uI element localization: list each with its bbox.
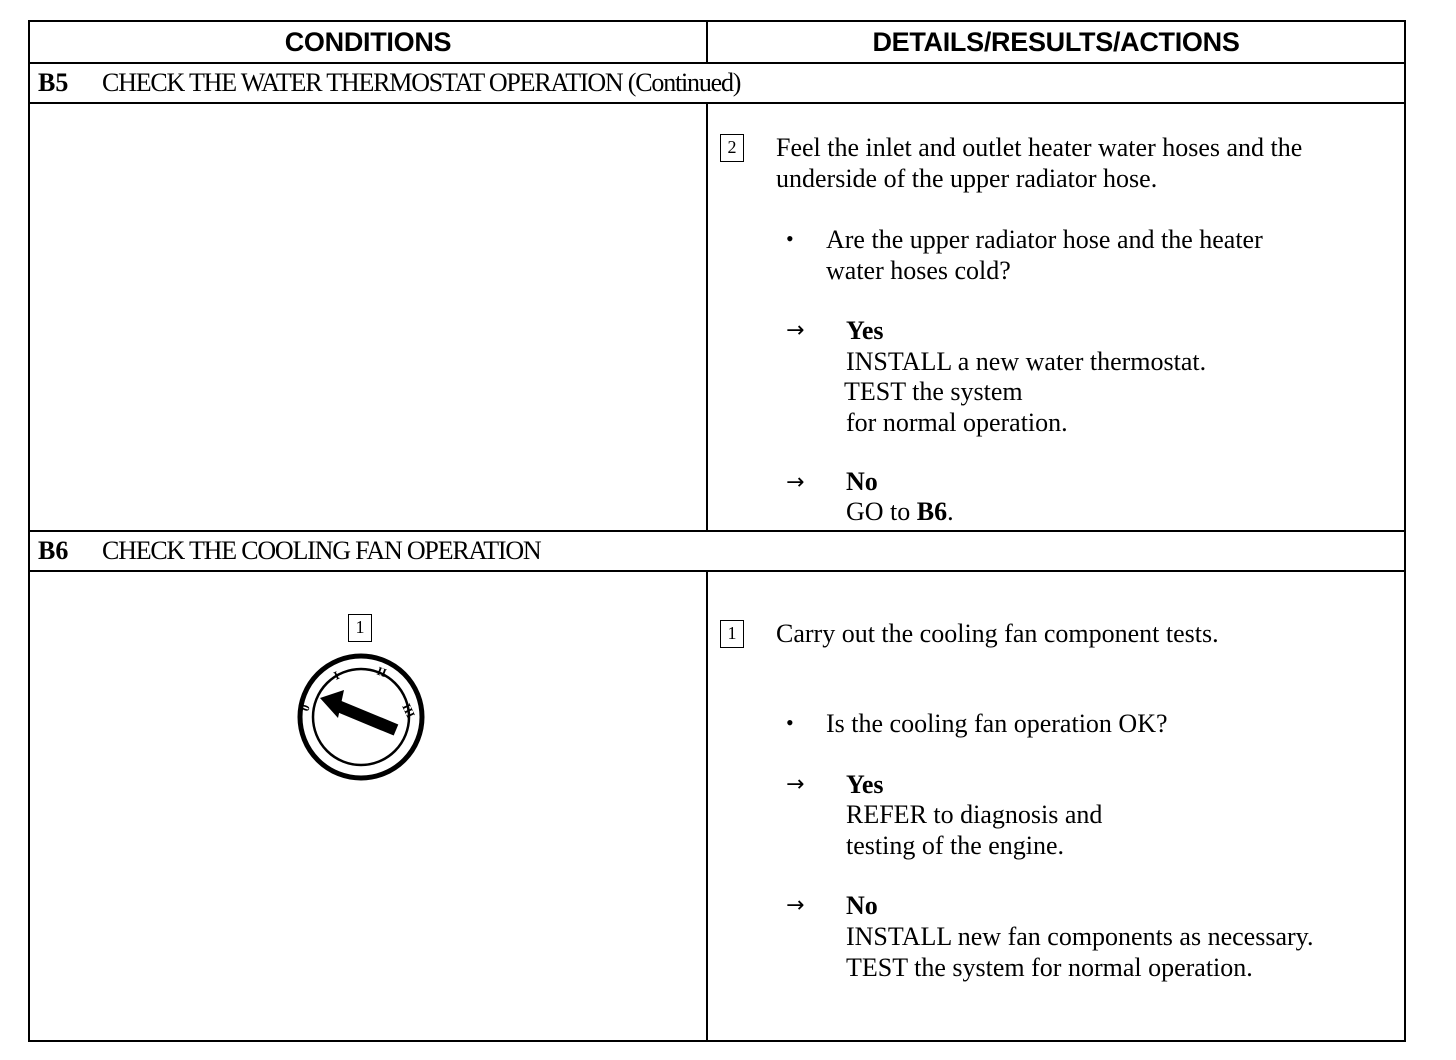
b6-question-line1: Is the cooling fan operation OK? [826,709,1168,738]
b6-yes-arrow-icon: → [786,772,805,797]
details-header: DETAILS/RESULTS/ACTIONS [872,27,1240,57]
b6-yes-label: Yes [846,770,884,799]
ignition-switch-icon [296,652,426,782]
svg-text:0: 0 [297,702,313,714]
b5-column-divider [706,104,708,532]
b6-code: B6 [38,536,69,565]
b5-no-label: No [846,467,878,496]
b5-yes-arrow-icon: → [786,318,805,343]
b5-step-line1: Feel the inlet and outlet heater water hoses and the [776,133,1303,162]
b5-title: CHECK THE WATER THERMOSTAT OPERATION (Continued) [102,68,741,97]
b6-title: CHECK THE COOLING FAN OPERATION [102,536,541,565]
b6-no-arrow-icon: → [786,893,805,918]
b5-code: B5 [38,68,69,97]
b5-step-box: 2 [720,134,744,162]
b5-no-arrow-icon: → [786,470,805,495]
b6-no-label: No [846,891,878,920]
b5-yes-line1: INSTALL a new water thermostat. [846,347,1207,376]
b6-no-line2: TEST the system for normal operation. [846,953,1253,982]
b5-title-band [30,62,1404,104]
b6-column-divider [706,572,708,1042]
svg-text:III: III [399,701,418,720]
svg-text:I: I [331,668,342,683]
b5-question-line1: Are the upper radiator hose and the heater [826,225,1263,254]
b6-no-line1: INSTALL new fan components as necessary. [846,922,1314,951]
svg-text:II: II [374,663,389,681]
b6-title-band [30,530,1404,572]
b5-question-line2: water hoses cold? [826,256,1011,285]
b5-step-line2: underside of the upper radiator hose. [776,164,1158,193]
b6-yes-line2: testing of the engine. [846,831,1065,860]
b5-yes-label: Yes [846,316,884,345]
b6-bullet-icon: • [786,710,794,735]
b6-yes-line1: REFER to diagnosis and [846,800,1103,829]
b5-bullet-icon: • [786,226,794,251]
b5-yes-line3: for normal operation. [846,408,1068,437]
b6-illustration-box: 1 [348,614,372,642]
b6-step-box: 1 [720,620,744,648]
conditions-header: CONDITIONS [30,22,708,62]
diagnostic-table [28,20,1406,1042]
b5-no-line: GO to B6. [846,497,954,526]
b6-step-line1: Carry out the cooling fan component tests. [776,619,1219,648]
b5-yes-line2: TEST the system [844,377,1023,406]
